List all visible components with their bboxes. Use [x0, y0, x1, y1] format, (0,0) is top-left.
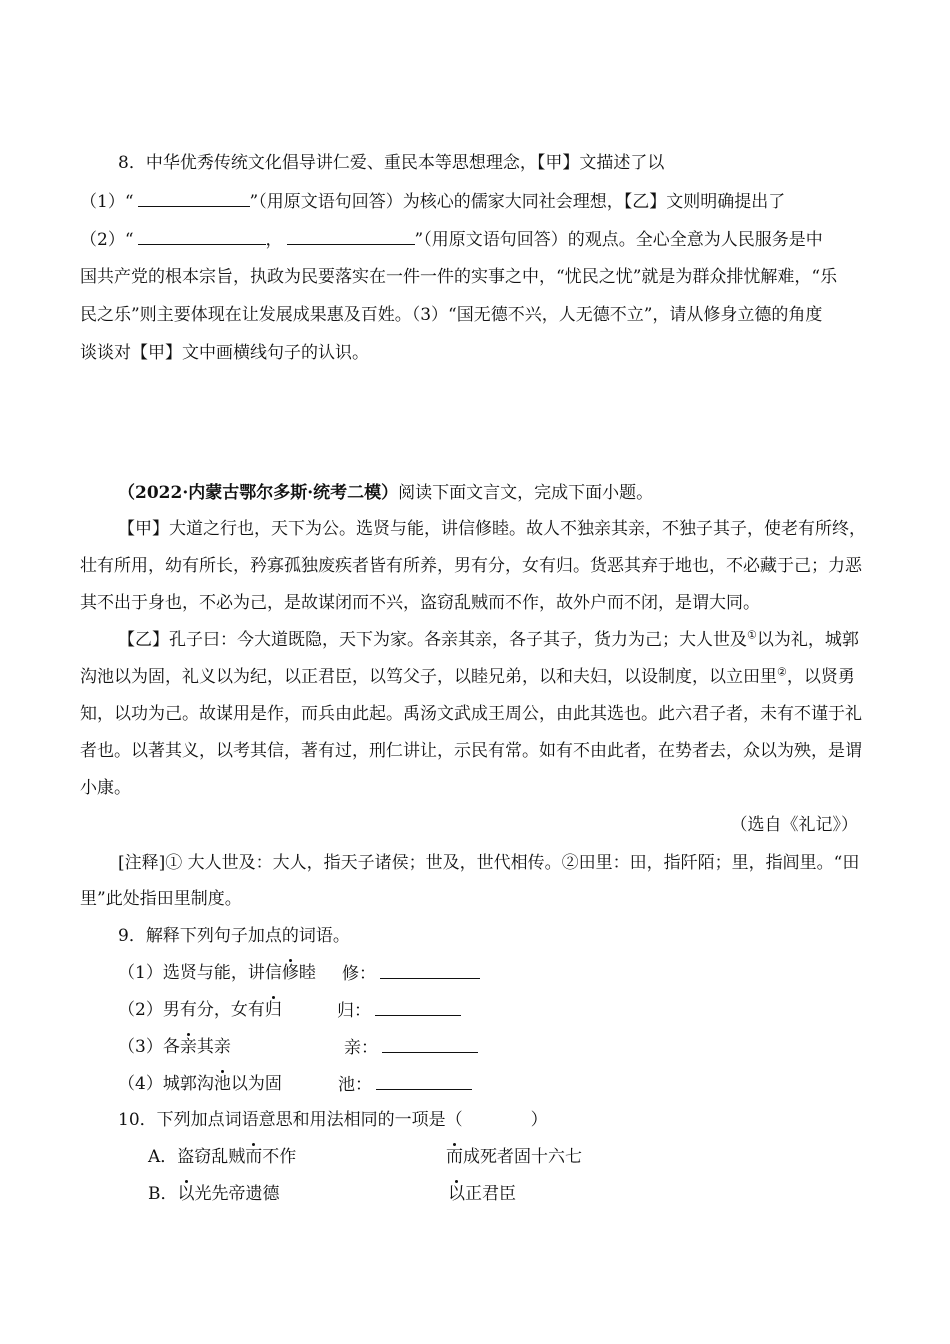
passage-yi-2 — [80, 666, 855, 688]
passage-jia-2: 壮有所用，幼有所长，矜寡孤独废疾者皆有所养，男有分，女有归。货恶其弃于地也，不必藏于己；力恶 — [80, 556, 862, 576]
q9-item-1: （1）选贤与能，讲信修睦 — [118, 963, 316, 983]
passage-yi-2b: ，以贤勇 — [786, 667, 855, 687]
annotation-line-1: [注释]① 大人世及：大人，指天子诸侯；世及，世代相传。②田里：田，指阡陌；里，指闾里。“田 — [118, 853, 860, 873]
passage-yi-1a: 【乙】孔子曰：今大道既隐，天下为家。各亲其亲，各子其子，货力为己；大人世及 — [118, 630, 747, 650]
dotted-word: 以 — [448, 1184, 465, 1204]
q10-option-a[interactable]: A．盗窃乱贼而不作 — [148, 1147, 297, 1167]
q8-line-3 — [80, 228, 823, 251]
q10-option-b[interactable]: B．以光先帝遗德 — [148, 1184, 280, 1204]
q8-l2-b: ”（用原文语句回答）为核心的儒家大同社会理想，【乙】文则明确提出了 — [249, 192, 786, 212]
dotted-word: 以 — [177, 1184, 195, 1204]
q10-option-a-compare: 而成死者固十六七 — [446, 1147, 582, 1167]
passage-yi-1 — [118, 629, 859, 651]
passage-source: （2022·内蒙古鄂尔多斯·统考二模） — [118, 483, 399, 503]
q9-item-3: （3）各亲其亲 — [118, 1037, 231, 1057]
q9-answer-4: 池： — [338, 1073, 472, 1096]
q8-line-2 — [80, 190, 785, 213]
passage-intro — [118, 482, 653, 504]
answer-blank-2b[interactable] — [287, 228, 415, 245]
passage-jia-1: 【甲】大道之行也，天下为公。选贤与能，讲信修睦。故人不独亲其亲，不独子其子，使老有所终， — [118, 519, 866, 539]
q8-l3-c: ”（用原文语句回答）的观点。全心全意为人民服务是中 — [414, 230, 823, 250]
passage-yi-3: 知，以功为己。故谋用是作，而兵由此起。禹汤文武成王周公，由此其选也。此六君子者，未有不谨于礼 — [80, 704, 862, 724]
annotation-line-2: 里”此处指田里制度。 — [80, 889, 242, 909]
passage-yi-4: 者也。以著其义，以考其信，著有过，刑仁讲让，示民有常。如有不由此者，在势者去，众以为殃，是谓 — [80, 741, 862, 761]
answer-blank-1[interactable] — [138, 190, 250, 207]
q8-l3-b: ， — [265, 230, 283, 250]
q8-l2-a: （1）“ — [80, 192, 134, 212]
q9-answer-3: 亲： — [344, 1036, 478, 1059]
passage-yi-5: 小康。 — [80, 778, 131, 798]
q9-answer-1: 修： — [342, 962, 480, 985]
answer-blank-2a[interactable] — [138, 228, 266, 245]
q8-l3-a: （2）“ — [80, 230, 134, 250]
passage-yi-1b: 以为礼，城郭 — [756, 630, 859, 650]
footnote-marker-2: ② — [777, 665, 787, 679]
dotted-word: 而 — [245, 1147, 263, 1167]
answer-blank-q9-2[interactable] — [375, 999, 461, 1016]
q8-line-1: 8．中华优秀传统文化倡导讲仁爱、重民本等思想理念，【甲】文描述了以 — [118, 153, 665, 173]
passage-citation: （选自《礼记》） — [730, 815, 858, 835]
q9-item-4: （4）城郭沟池以为固 — [118, 1074, 282, 1094]
passage-yi-2a: 沟池以为固，礼义以为纪，以正君臣，以笃父子，以睦兄弟，以和夫妇，以设制度，以立田里 — [80, 667, 777, 687]
q8-line-6: 谈谈对【甲】文中画横线句子的认识。 — [80, 343, 369, 363]
dotted-word: 归 — [264, 1000, 282, 1020]
dotted-word: 修 — [281, 963, 299, 983]
q9-item-2: （2）男有分，女有归 — [118, 1000, 282, 1020]
passage-jia-3: 其不出于身也，不必为己，是故谋闭而不兴，盗窃乱贼而不作，故外户而不闭，是谓大同。 — [80, 593, 760, 613]
answer-blank-q9-4[interactable] — [376, 1073, 472, 1090]
q8-line-5: 民之乐”则主要体现在让发展成果惠及百姓。（3）“国无德不兴，人无德不立”，请从修身立德的角度 — [80, 305, 823, 325]
answer-blank-q9-1[interactable] — [380, 962, 480, 979]
dotted-word: 亲 — [179, 1037, 197, 1057]
q9-title: 9．解释下列句子加点的词语。 — [118, 926, 350, 946]
q9-answer-2: 归： — [337, 999, 461, 1022]
dotted-word: 池 — [213, 1074, 231, 1094]
q10-title: 10．下列加点词语意思和用法相同的一项是（ ） — [118, 1110, 548, 1130]
footnote-marker-1: ① — [747, 628, 757, 642]
dotted-word: 而 — [446, 1147, 463, 1167]
answer-blank-q9-3[interactable] — [382, 1036, 478, 1053]
passage-instruction: 阅读下面文言文，完成下面小题。 — [398, 483, 654, 503]
q8-line-4: 国共产党的根本宗旨，执政为民要落实在一件一件的实事之中，“忧民之忧”就是为群众排忧解难，“乐 — [80, 267, 838, 287]
q10-option-b-compare: 以正君臣 — [448, 1184, 516, 1204]
